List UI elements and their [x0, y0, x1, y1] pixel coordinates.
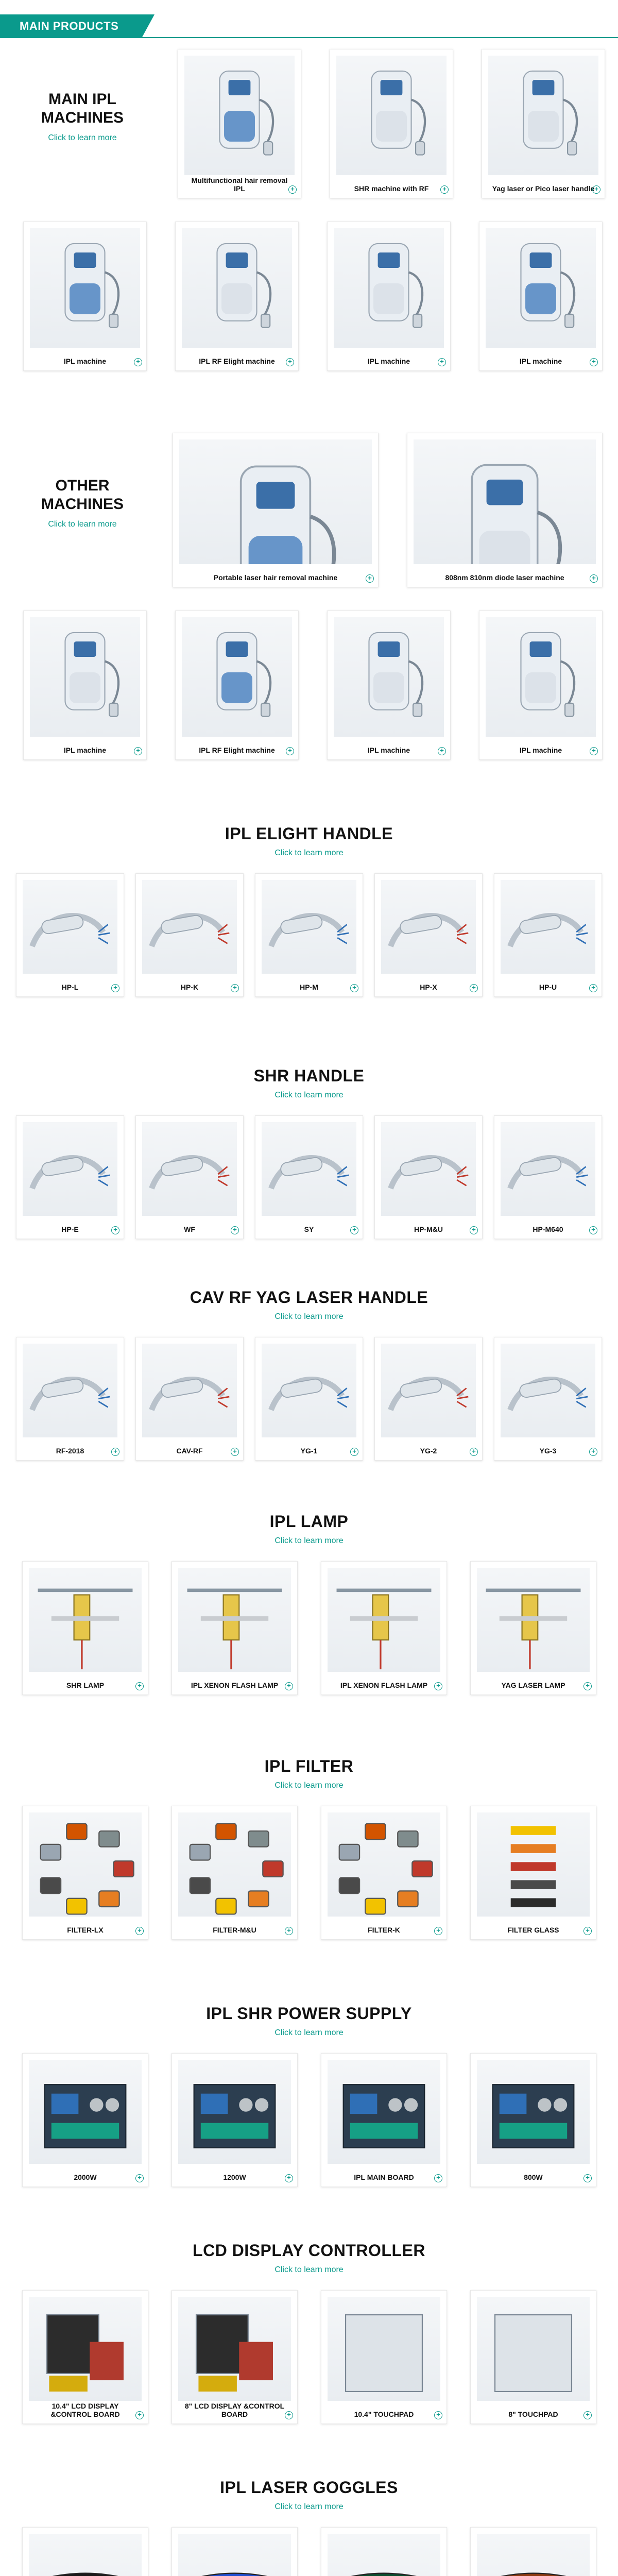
product-card-elight-handle[interactable] — [135, 873, 244, 997]
plus-icon[interactable]: + — [592, 185, 600, 194]
plus-icon[interactable]: + — [350, 984, 358, 992]
product-image — [23, 1122, 117, 1216]
product-card-filter[interactable] — [321, 1806, 447, 1940]
plus-icon[interactable]: + — [135, 1927, 144, 1935]
product-label: 8" TOUCHPAD — [508, 2410, 558, 2418]
product-card-elight-handle[interactable] — [16, 873, 124, 997]
product-label: Yag laser or Pico laser handle — [492, 184, 595, 193]
section-title: IPL LAMP — [269, 1512, 349, 1531]
product-card-other[interactable] — [23, 611, 147, 760]
product-card-lcd[interactable] — [171, 2290, 298, 2424]
plus-icon[interactable]: + — [111, 984, 119, 992]
product-card-shr-handle[interactable] — [494, 1115, 602, 1239]
banner-divider — [0, 37, 618, 38]
plus-icon[interactable]: + — [135, 2174, 144, 2182]
product-label: FILTER GLASS — [507, 1926, 559, 1934]
product-label: IPL machine — [63, 746, 107, 754]
product-label: YG-2 — [420, 1447, 437, 1455]
product-image — [262, 1122, 356, 1216]
section-heading-goggles — [0, 2478, 618, 2512]
section-title: IPL ELIGHT HANDLE — [225, 824, 393, 843]
plus-icon[interactable]: + — [434, 1682, 442, 1690]
product-image — [328, 1568, 440, 1672]
product-card-lamp[interactable] — [470, 1561, 596, 1695]
plus-icon[interactable]: + — [366, 574, 374, 583]
section-title: SHR HANDLE — [253, 1066, 365, 1085]
main-products-banner — [0, 0, 618, 41]
product-label: FILTER-M&U — [213, 1926, 256, 1934]
plus-icon[interactable]: + — [285, 1682, 293, 1690]
product-card-cav-handle[interactable] — [255, 1337, 363, 1461]
other-title-line2: MACHINES — [41, 496, 124, 513]
section-heading-shr-handle — [0, 1066, 618, 1100]
product-card-main-ipl[interactable] — [330, 49, 453, 198]
product-label: IPL MAIN BOARD — [354, 2173, 414, 2181]
plus-icon[interactable]: + — [285, 2411, 293, 2419]
section-title: IPL FILTER — [264, 1757, 354, 1775]
section-heading-filter — [0, 1757, 618, 1790]
product-card-lcd[interactable] — [321, 2290, 447, 2424]
product-image — [414, 439, 596, 564]
product-label: IPL machine — [63, 357, 107, 365]
product-image — [334, 228, 444, 348]
plus-icon[interactable]: + — [135, 1682, 144, 1690]
product-card-main-ipl[interactable] — [327, 222, 451, 371]
product-label: Multifunctional hair removal IPL — [191, 176, 288, 193]
product-image — [142, 1122, 237, 1216]
product-card-other[interactable] — [327, 611, 451, 760]
product-image — [381, 1344, 476, 1437]
product-card-lcd[interactable] — [22, 2290, 148, 2424]
product-image — [23, 1344, 117, 1437]
product-card-goggles[interactable] — [22, 2527, 148, 2576]
product-image — [142, 1344, 237, 1437]
product-image — [328, 2060, 440, 2164]
main-ipl-heading — [21, 90, 144, 143]
section-title: CAV RF YAG LASER HANDLE — [190, 1288, 428, 1307]
product-label: HP-K — [180, 983, 199, 991]
product-label: FILTER-K — [368, 1926, 400, 1934]
product-label: IPL XENON FLASH LAMP — [340, 1681, 428, 1689]
learn-more-link[interactable]: Click to learn more — [274, 2502, 344, 2511]
product-image — [178, 1568, 291, 1672]
product-label: 800W — [524, 2173, 543, 2181]
product-label: Portable laser hair removal machine — [213, 573, 338, 582]
product-label: SHR machine with RF — [354, 184, 429, 193]
product-label: IPL machine — [367, 746, 410, 754]
plus-icon[interactable]: + — [286, 358, 294, 366]
product-card-cav-handle[interactable] — [374, 1337, 483, 1461]
product-card-other[interactable] — [407, 433, 603, 587]
product-image — [178, 2297, 291, 2401]
product-label: IPL machine — [367, 357, 410, 365]
section-title: IPL SHR POWER SUPPLY — [206, 2004, 412, 2023]
section-title: IPL LASER GOGGLES — [220, 2478, 398, 2497]
main-ipl-title-line1: MAIN IPL — [48, 91, 116, 108]
product-card-main-ipl[interactable] — [23, 222, 147, 371]
plus-icon[interactable]: + — [350, 1448, 358, 1456]
section-heading-cav-handle — [0, 1288, 618, 1321]
product-card-other[interactable] — [175, 611, 299, 760]
plus-icon[interactable]: + — [438, 358, 446, 366]
section-heading-power — [0, 2004, 618, 2038]
other-learn-more-link[interactable]: Click to learn more — [48, 520, 117, 529]
product-label: YG-1 — [300, 1447, 318, 1455]
product-card-elight-handle[interactable] — [255, 873, 363, 997]
product-image — [477, 2297, 590, 2401]
plus-icon[interactable]: + — [583, 2411, 592, 2419]
plus-icon[interactable]: + — [589, 984, 597, 992]
product-card-power[interactable] — [22, 2053, 148, 2187]
plus-icon[interactable]: + — [589, 1226, 597, 1234]
product-image — [184, 56, 295, 175]
product-card-lcd[interactable] — [470, 2290, 596, 2424]
product-label: HP-M — [300, 983, 318, 991]
product-image — [30, 228, 140, 348]
product-image — [30, 617, 140, 737]
plus-icon[interactable]: + — [231, 1448, 239, 1456]
product-image — [336, 56, 447, 175]
product-image — [501, 1122, 595, 1216]
product-card-goggles[interactable] — [321, 2527, 447, 2576]
product-image — [262, 1344, 356, 1437]
product-card-goggles[interactable] — [470, 2527, 596, 2576]
product-image — [334, 617, 444, 737]
product-image — [328, 1812, 440, 1917]
product-label: IPL RF Elight machine — [199, 357, 275, 365]
product-card-power[interactable] — [321, 2053, 447, 2187]
product-image — [178, 1812, 291, 1917]
product-image — [29, 2060, 142, 2164]
product-card-elight-handle[interactable] — [374, 873, 483, 997]
product-image — [486, 617, 596, 737]
plus-icon[interactable]: + — [434, 2174, 442, 2182]
product-image — [328, 2297, 440, 2401]
product-card-filter[interactable] — [470, 1806, 596, 1940]
plus-icon[interactable]: + — [434, 1927, 442, 1935]
plus-icon[interactable]: + — [134, 358, 142, 366]
product-card-shr-handle[interactable] — [255, 1115, 363, 1239]
product-label: SY — [304, 1225, 314, 1233]
product-card-lamp[interactable] — [321, 1561, 447, 1695]
product-card-shr-handle[interactable] — [135, 1115, 244, 1239]
product-label: FILTER-LX — [67, 1926, 104, 1934]
product-card-other[interactable] — [479, 611, 603, 760]
product-label: IPL XENON FLASH LAMP — [191, 1681, 279, 1689]
plus-icon[interactable]: + — [589, 1448, 597, 1456]
product-card-power[interactable] — [470, 2053, 596, 2187]
product-card-cav-handle[interactable] — [135, 1337, 244, 1461]
banner-title: MAIN PRODUCTS — [20, 20, 119, 32]
plus-icon[interactable]: + — [583, 2174, 592, 2182]
product-image — [179, 439, 372, 564]
learn-more-link[interactable]: Click to learn more — [274, 1091, 344, 1099]
product-card-cav-handle[interactable] — [494, 1337, 602, 1461]
product-label: HP-E — [61, 1225, 79, 1233]
product-label: HP-M&U — [414, 1225, 443, 1233]
product-label: WF — [184, 1225, 195, 1233]
product-label: YG-3 — [539, 1447, 557, 1455]
plus-icon[interactable]: + — [286, 747, 294, 755]
plus-icon[interactable]: + — [470, 1226, 478, 1234]
product-image — [178, 2534, 291, 2576]
product-label: 8" LCD DISPLAY &CONTROL BOARD — [184, 2402, 285, 2418]
plus-icon[interactable]: + — [231, 1226, 239, 1234]
product-label: 1200W — [223, 2173, 246, 2181]
product-label: RF-2018 — [56, 1447, 84, 1455]
plus-icon[interactable]: + — [583, 1682, 592, 1690]
learn-more-link[interactable]: Click to learn more — [274, 1781, 344, 1790]
product-image — [381, 1122, 476, 1216]
section-title: LCD DISPLAY CONTROLLER — [193, 2241, 425, 2260]
product-label: 2000W — [74, 2173, 97, 2181]
product-image — [477, 2060, 590, 2164]
learn-more-link[interactable]: Click to learn more — [274, 849, 344, 857]
product-label: IPL machine — [519, 357, 562, 365]
plus-icon[interactable]: + — [440, 185, 449, 194]
product-image — [488, 56, 598, 175]
plus-icon[interactable]: + — [590, 574, 598, 583]
product-card-goggles[interactable] — [171, 2527, 298, 2576]
plus-icon[interactable]: + — [583, 1927, 592, 1935]
main-ipl-title-line2: MACHINES — [41, 109, 124, 126]
product-image — [381, 880, 476, 974]
plus-icon[interactable]: + — [135, 2411, 144, 2419]
plus-icon[interactable]: + — [285, 2174, 293, 2182]
product-card-shr-handle[interactable] — [374, 1115, 483, 1239]
product-label: CAV-RF — [176, 1447, 203, 1455]
product-card-power[interactable] — [171, 2053, 298, 2187]
plus-icon[interactable]: + — [285, 1927, 293, 1935]
product-image — [501, 880, 595, 974]
product-card-cav-handle[interactable] — [16, 1337, 124, 1461]
section-heading-lcd — [0, 2241, 618, 2275]
learn-more-link[interactable]: Click to learn more — [274, 2265, 344, 2274]
plus-icon[interactable]: + — [111, 1448, 119, 1456]
plus-icon[interactable]: + — [350, 1226, 358, 1234]
product-image — [182, 617, 292, 737]
plus-icon[interactable]: + — [111, 1226, 119, 1234]
plus-icon[interactable]: + — [438, 747, 446, 755]
main-ipl-learn-more-link[interactable]: Click to learn more — [48, 133, 117, 142]
product-image — [29, 1812, 142, 1917]
product-card-filter[interactable] — [171, 1806, 298, 1940]
learn-more-link[interactable]: Click to learn more — [274, 1312, 344, 1321]
product-image — [29, 1568, 142, 1672]
product-card-lamp[interactable] — [22, 1561, 148, 1695]
product-card-main-ipl[interactable] — [482, 49, 605, 198]
other-machines-heading — [21, 477, 144, 529]
section-heading-lamp — [0, 1512, 618, 1546]
product-card-elight-handle[interactable] — [494, 873, 602, 997]
plus-icon[interactable]: + — [288, 185, 297, 194]
product-image — [501, 1344, 595, 1437]
product-label: HP-U — [539, 983, 557, 991]
product-image — [182, 228, 292, 348]
product-card-main-ipl[interactable] — [178, 49, 301, 198]
product-label: YAG LASER LAMP — [501, 1681, 565, 1689]
product-image — [262, 880, 356, 974]
other-title-line1: OTHER — [55, 477, 110, 494]
product-image — [477, 2534, 590, 2576]
section-heading-elight-handle — [0, 824, 618, 858]
plus-icon[interactable]: + — [590, 358, 598, 366]
plus-icon[interactable]: + — [470, 984, 478, 992]
product-card-shr-handle[interactable] — [16, 1115, 124, 1239]
learn-more-link[interactable]: Click to learn more — [274, 2028, 344, 2037]
plus-icon[interactable]: + — [590, 747, 598, 755]
plus-icon[interactable]: + — [470, 1448, 478, 1456]
product-image — [29, 2297, 142, 2401]
product-label: SHR LAMP — [66, 1681, 105, 1689]
product-card-other[interactable] — [173, 433, 379, 587]
product-label: HP-X — [420, 983, 437, 991]
product-card-main-ipl[interactable] — [479, 222, 603, 371]
plus-icon[interactable]: + — [434, 2411, 442, 2419]
product-image — [178, 2060, 291, 2164]
product-image — [29, 2534, 142, 2576]
product-label: 808nm 810nm diode laser machine — [445, 573, 564, 582]
product-image — [142, 880, 237, 974]
product-label: HP-L — [61, 983, 79, 991]
product-card-lamp[interactable] — [171, 1561, 298, 1695]
learn-more-link[interactable]: Click to learn more — [274, 1536, 344, 1545]
plus-icon[interactable]: + — [134, 747, 142, 755]
product-image — [328, 2534, 440, 2576]
product-image — [477, 1568, 590, 1672]
product-label: HP-M640 — [533, 1225, 563, 1233]
product-label: IPL RF Elight machine — [199, 746, 275, 754]
product-label: 10.4" LCD DISPLAY &CONTROL BOARD — [50, 2402, 120, 2418]
plus-icon[interactable]: + — [231, 984, 239, 992]
product-image — [486, 228, 596, 348]
product-image — [477, 1812, 590, 1917]
product-label: 10.4" TOUCHPAD — [354, 2410, 414, 2418]
product-image — [23, 880, 117, 974]
product-card-filter[interactable] — [22, 1806, 148, 1940]
product-label: IPL machine — [519, 746, 562, 754]
product-card-main-ipl[interactable] — [175, 222, 299, 371]
